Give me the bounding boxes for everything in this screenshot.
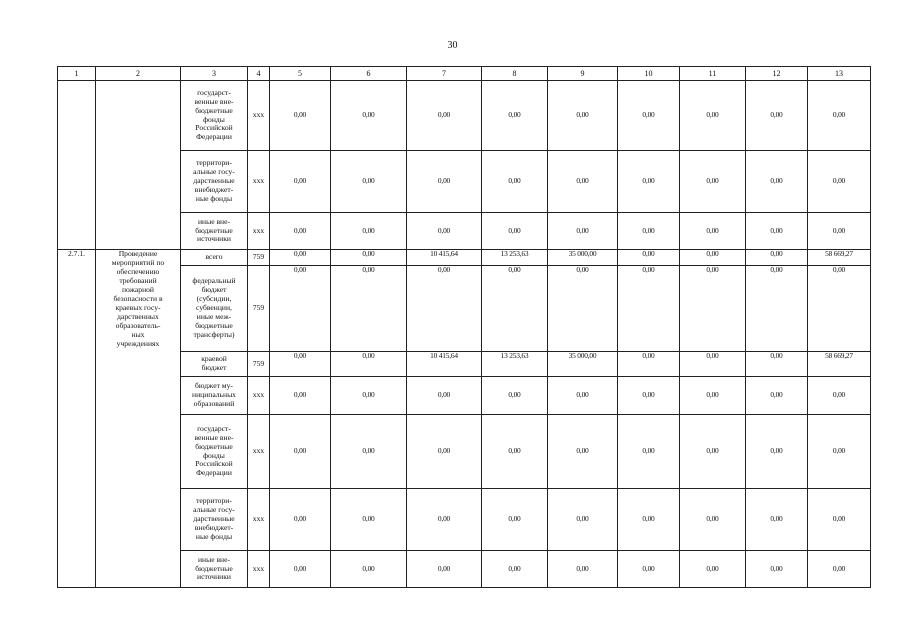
value-cell: 0,00 bbox=[548, 266, 618, 352]
value-cell: 0,00 bbox=[618, 81, 680, 151]
value-cell: 0,00 bbox=[548, 81, 618, 151]
code-cell: 759 bbox=[248, 250, 270, 266]
item-number: 2.7.1. bbox=[58, 250, 96, 588]
code-cell: 759 bbox=[248, 352, 270, 377]
value-cell: 0,00 bbox=[270, 551, 331, 588]
value-cell: 0,00 bbox=[808, 551, 871, 588]
code-cell: ххх bbox=[248, 377, 270, 415]
value-cell: 0,00 bbox=[618, 250, 680, 266]
value-cell: 0,00 bbox=[618, 352, 680, 377]
value-cell: 0,00 bbox=[331, 415, 407, 489]
value-cell: 0,00 bbox=[482, 551, 548, 588]
name-cell bbox=[96, 81, 181, 250]
value-cell: 0,00 bbox=[270, 250, 331, 266]
source-cell: территори- альные госу- дарственные внебюджет- ные фонды bbox=[181, 151, 248, 213]
value-cell: 0,00 bbox=[680, 213, 746, 250]
source-cell: государст- венные вне- бюджетные фонды Российской Федерации bbox=[181, 415, 248, 489]
column-header: 4 bbox=[248, 67, 270, 81]
value-cell: 0,00 bbox=[407, 489, 482, 551]
column-header: 5 bbox=[270, 67, 331, 81]
value-cell: 0,00 bbox=[331, 213, 407, 250]
value-cell: 13 253,63 bbox=[482, 250, 548, 266]
value-cell: 0,00 bbox=[746, 151, 808, 213]
value-cell: 0,00 bbox=[680, 489, 746, 551]
table-row bbox=[58, 81, 871, 151]
value-cell: 0,00 bbox=[482, 213, 548, 250]
header-row bbox=[58, 67, 871, 81]
value-cell: 0,00 bbox=[482, 151, 548, 213]
value-cell: 0,00 bbox=[746, 551, 808, 588]
code-cell: 759 bbox=[248, 266, 270, 352]
column-header: 6 bbox=[331, 67, 407, 81]
value-cell: 0,00 bbox=[548, 377, 618, 415]
value-cell: 0,00 bbox=[482, 377, 548, 415]
value-cell: 35 000,00 bbox=[548, 250, 618, 266]
value-cell: 0,00 bbox=[808, 213, 871, 250]
value-cell: 0,00 bbox=[808, 489, 871, 551]
value-cell: 0,00 bbox=[548, 415, 618, 489]
column-header: 8 bbox=[482, 67, 548, 81]
value-cell: 0,00 bbox=[680, 551, 746, 588]
value-cell: 0,00 bbox=[482, 415, 548, 489]
value-cell: 10 415,64 bbox=[407, 352, 482, 377]
value-cell: 0,00 bbox=[331, 377, 407, 415]
value-cell: 13 253,63 bbox=[482, 352, 548, 377]
value-cell: 0,00 bbox=[746, 81, 808, 151]
value-cell: 58 669,27 bbox=[808, 352, 871, 377]
code-cell: ххх bbox=[248, 551, 270, 588]
value-cell: 0,00 bbox=[270, 377, 331, 415]
value-cell: 0,00 bbox=[746, 250, 808, 266]
column-header: 9 bbox=[548, 67, 618, 81]
value-cell: 0,00 bbox=[270, 151, 331, 213]
value-cell: 0,00 bbox=[407, 415, 482, 489]
column-header: 1 bbox=[58, 67, 96, 81]
item-name: Проведение мероприятий по обеспечению требований пожарной безопасности в краевых госу- дарственных образователь- ных учреждениях bbox=[96, 250, 181, 588]
number-cell bbox=[58, 81, 96, 250]
value-cell: 0,00 bbox=[618, 551, 680, 588]
value-cell: 0,00 bbox=[407, 151, 482, 213]
value-cell: 0,00 bbox=[618, 213, 680, 250]
column-header: 2 bbox=[96, 67, 181, 81]
source-cell: краевой бюджет bbox=[181, 352, 248, 377]
code-cell: ххх bbox=[248, 81, 270, 151]
source-cell: государст- венные вне- бюджетные фонды Российской Федерации bbox=[181, 81, 248, 151]
value-cell: 0,00 bbox=[548, 151, 618, 213]
code-cell: ххх bbox=[248, 415, 270, 489]
value-cell: 0,00 bbox=[548, 551, 618, 588]
value-cell: 0,00 bbox=[808, 377, 871, 415]
value-cell: 0,00 bbox=[618, 151, 680, 213]
value-cell: 0,00 bbox=[618, 489, 680, 551]
value-cell: 0,00 bbox=[331, 151, 407, 213]
value-cell: 0,00 bbox=[680, 377, 746, 415]
value-cell: 0,00 bbox=[270, 489, 331, 551]
value-cell: 0,00 bbox=[680, 352, 746, 377]
value-cell: 0,00 bbox=[407, 377, 482, 415]
source-cell: всего bbox=[181, 250, 248, 266]
value-cell: 0,00 bbox=[680, 266, 746, 352]
value-cell: 0,00 bbox=[548, 213, 618, 250]
value-cell: 0,00 bbox=[618, 266, 680, 352]
code-cell: ххх bbox=[248, 489, 270, 551]
value-cell: 0,00 bbox=[270, 213, 331, 250]
value-cell: 0,00 bbox=[680, 250, 746, 266]
budget-table bbox=[57, 66, 871, 588]
source-cell: бюджет му- ниципальных образований bbox=[181, 377, 248, 415]
value-cell: 0,00 bbox=[482, 489, 548, 551]
value-cell: 10 415,64 bbox=[407, 250, 482, 266]
value-cell: 0,00 bbox=[331, 250, 407, 266]
value-cell: 0,00 bbox=[270, 266, 331, 352]
value-cell: 0,00 bbox=[407, 551, 482, 588]
column-header: 11 bbox=[680, 67, 746, 81]
value-cell: 0,00 bbox=[331, 352, 407, 377]
value-cell: 0,00 bbox=[618, 415, 680, 489]
value-cell: 0,00 bbox=[407, 81, 482, 151]
value-cell: 0,00 bbox=[270, 81, 331, 151]
value-cell: 0,00 bbox=[482, 266, 548, 352]
value-cell: 0,00 bbox=[482, 81, 548, 151]
value-cell: 0,00 bbox=[808, 151, 871, 213]
page-number: 30 bbox=[447, 40, 458, 51]
value-cell: 0,00 bbox=[808, 266, 871, 352]
column-header: 10 bbox=[618, 67, 680, 81]
value-cell: 0,00 bbox=[331, 489, 407, 551]
value-cell: 0,00 bbox=[331, 551, 407, 588]
value-cell: 0,00 bbox=[407, 213, 482, 250]
value-cell: 0,00 bbox=[548, 489, 618, 551]
column-header: 13 bbox=[808, 67, 871, 81]
table-row bbox=[58, 250, 871, 266]
code-cell: ххх bbox=[248, 151, 270, 213]
value-cell: 0,00 bbox=[808, 81, 871, 151]
value-cell: 0,00 bbox=[680, 415, 746, 489]
value-cell: 0,00 bbox=[407, 266, 482, 352]
source-cell: иные вне- бюджетные источники bbox=[181, 213, 248, 250]
column-header: 3 bbox=[181, 67, 248, 81]
value-cell: 0,00 bbox=[618, 377, 680, 415]
source-cell: федеральный бюджет (субсидии, субвенции, иные меж- бюджетные трансферты) bbox=[181, 266, 248, 352]
value-cell: 0,00 bbox=[746, 489, 808, 551]
value-cell: 0,00 bbox=[808, 415, 871, 489]
source-cell: иные вне- бюджетные источники bbox=[181, 551, 248, 588]
value-cell: 0,00 bbox=[746, 352, 808, 377]
value-cell: 0,00 bbox=[746, 266, 808, 352]
value-cell: 0,00 bbox=[680, 81, 746, 151]
value-cell: 0,00 bbox=[746, 415, 808, 489]
column-header: 12 bbox=[746, 67, 808, 81]
value-cell: 0,00 bbox=[746, 213, 808, 250]
value-cell: 0,00 bbox=[746, 377, 808, 415]
value-cell: 35 000,00 bbox=[548, 352, 618, 377]
value-cell: 0,00 bbox=[270, 352, 331, 377]
source-cell: территори- альные госу- дарственные внебюджет- ные фонды bbox=[181, 489, 248, 551]
value-cell: 0,00 bbox=[680, 151, 746, 213]
column-header: 7 bbox=[407, 67, 482, 81]
value-cell: 0,00 bbox=[270, 415, 331, 489]
value-cell: 0,00 bbox=[331, 81, 407, 151]
code-cell: ххх bbox=[248, 213, 270, 250]
value-cell: 58 669,27 bbox=[808, 250, 871, 266]
value-cell: 0,00 bbox=[331, 266, 407, 352]
